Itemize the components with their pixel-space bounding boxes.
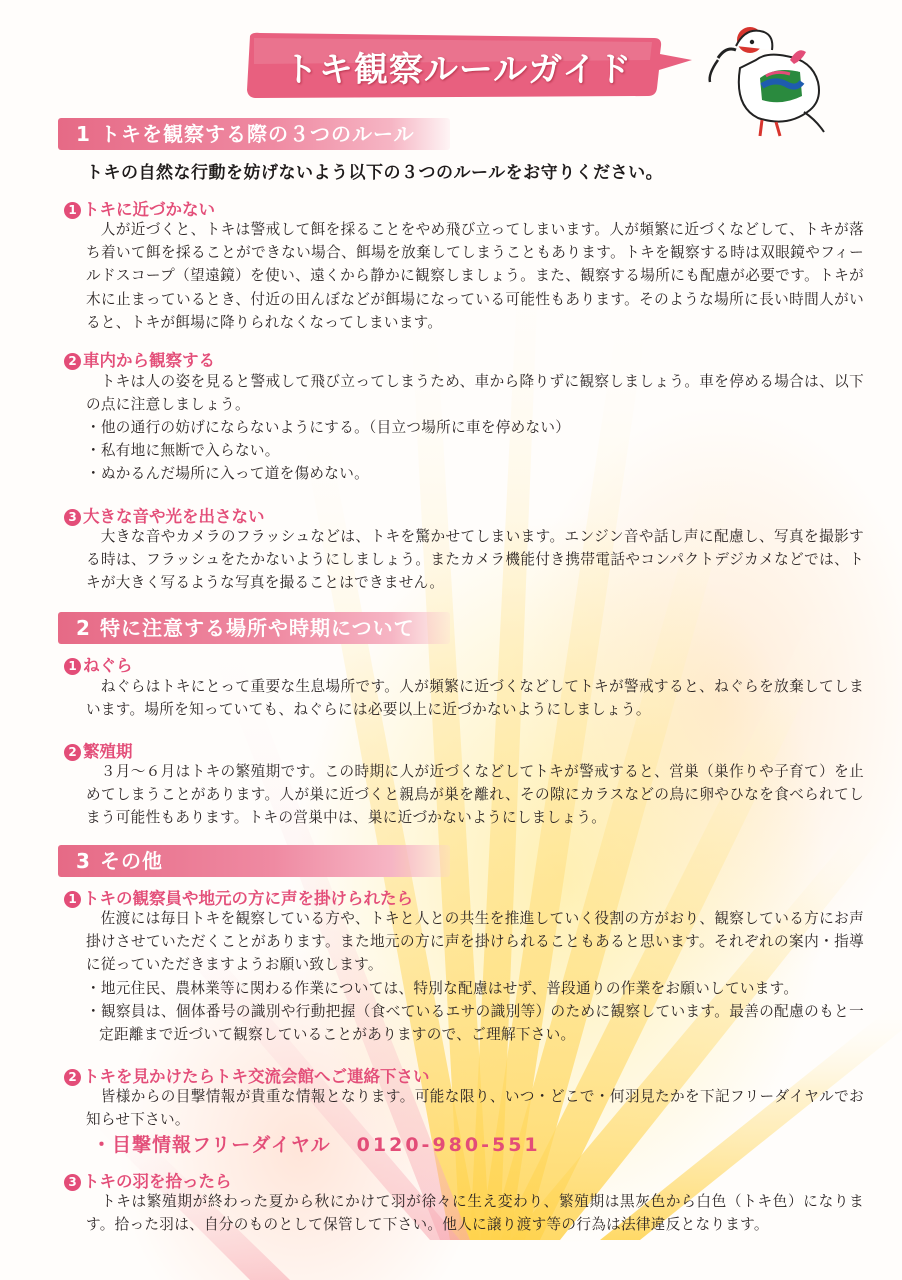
list-item: ・ぬかるんだ場所に入って道を傷めない。 (86, 465, 369, 482)
rule-body (86, 907, 864, 977)
section-number: 2 (76, 616, 90, 640)
rule-heading (64, 347, 215, 371)
rule-title: トキに近づかない (83, 200, 215, 219)
rule-text: トキは繁殖期が終わった夏から秋にかけて羽が徐々に生え変わり、繁殖期は黒灰色から白色（トキ色）になります。拾った羽は、自分のものとして保管して下さい。他人に譲り渡す等の行為は法律違反となります。 (86, 1193, 864, 1234)
rule-number: 1 (64, 202, 81, 219)
rule-body (86, 675, 864, 721)
rule-title: トキの羽を拾ったら (83, 1172, 232, 1191)
rule-body (86, 525, 864, 595)
rule-text: 皆様からの目撃情報が貴重な情報となります。可能な限り、いつ・どこで・何羽見たかを下記フリーダイヤルでお知らせ下さい。 (86, 1088, 864, 1129)
rule-body (86, 218, 864, 334)
section-number: 3 (76, 849, 90, 873)
rule-text: 大きな音やカメラのフラッシュなどは、トキを驚かせてしまいます。エンジン音や話し声に配慮し、写真を撮影する時は、フラッシュをたかないようにしましょう。またカメラ機能付き携帯電話やコンパクトデジカメなどでは、トキが大きく写るような写真を撮ることはできません。 (86, 528, 864, 592)
section-label: トキを観察する際の３つのルール (100, 122, 415, 146)
section-lead: トキの自然な行動を妨げないよう以下の３つのルールをお守りください。 (86, 163, 664, 183)
rule-title: ねぐら (83, 656, 133, 675)
rule-body (86, 760, 864, 830)
section-number: 1 (76, 122, 90, 146)
rule-heading (64, 503, 265, 527)
rule-number: 2 (64, 1069, 81, 1086)
hotline-number[interactable]: 0120-980-551 (356, 1134, 541, 1156)
list-item: ・私有地に無断で入らない。 (86, 442, 280, 459)
rule-title: トキの観察員や地元の方に声を掛けられたら (83, 889, 413, 908)
rule-number: 2 (64, 744, 81, 761)
rule-title: トキを見かけたらトキ交流会館へご連絡下さい (83, 1067, 430, 1086)
title-banner (240, 30, 692, 100)
rule-heading (64, 738, 133, 762)
rule-heading (64, 1063, 430, 1087)
list-item: ・地元住民、農林業等に関わる作業については、特別な配慮はせず、普段通りの作業をお願いしています。 (86, 980, 799, 997)
rule-heading (64, 1168, 232, 1192)
hotline-label: ・目撃情報フリーダイヤル (92, 1134, 331, 1156)
page-title: トキ観察ルールガイド (283, 50, 633, 90)
rule-number: 3 (64, 509, 81, 526)
list-item: ・観察員は、個体番号の識別や行動把握（食べているエサの識別等）のために観察しています。最善の配慮のもと一定距離まで近づいて観察していることがありますので、ご理解下さい。 (86, 1003, 864, 1044)
rule-number: 1 (64, 891, 81, 908)
section-label: その他 (100, 849, 163, 873)
rule-text: 佐渡には毎日トキを観察している方や、トキと人との共生を推進していく役割の方がおり、観察している方にお声掛けさせていただくことがあります。また地元の方に声を掛けられることもあると思います。それぞれの案内・指導に従っていただきますようお願い致します。 (86, 910, 864, 974)
rule-number: 3 (64, 1174, 81, 1191)
rule-number: 1 (64, 658, 81, 675)
rule-title: 車内から観察する (83, 351, 215, 370)
rule-heading (64, 196, 215, 220)
section-label: 特に注意する場所や時期について (100, 616, 415, 640)
rule-body (86, 370, 864, 416)
section-header-other (58, 845, 450, 877)
rule-heading (64, 885, 413, 909)
rule-text: 人が近づくと、トキは警戒して餌を採ることをやめ飛び立ってしまいます。人が頻繁に近づくなどして、トキが落ち着いて餌を採ることができない場合、餌場を放棄してしまうこともあります。トキを観察する時は双眼鏡やフィールドスコープ（望遠鏡）を使い、遠くから静かに観察しましょう。また、観察する場所にも配慮が必要です。トキが木に止まっているとき、付近の田んぼなどが餌場になっている可能性もあります。そのような場所に長い時間人がいると、トキが餌場に降りられなくなってしまいます。 (86, 221, 864, 331)
hotline (92, 1130, 541, 1157)
rule-title: 大きな音や光を出さない (83, 507, 265, 526)
list-item: ・他の通行の妨げにならないようにする。（目立つ場所に車を停めない） (86, 419, 571, 436)
rule-body (86, 1085, 864, 1131)
rule-heading (64, 652, 133, 676)
toki-mascot-icon (706, 16, 828, 138)
section-header-rules (58, 118, 450, 150)
rule-text: ３月〜６月はトキの繁殖期です。この時期に人が近づくなどしてトキが警戒すると、営巣（巣作りや子育て）を止めてしまうことがあります。人が巣に近づくと親鳥が巣を離れ、その隙にカラスなどの鳥に卵やひなを食べられてしまう可能性もあります。トキの営巣中は、巣に近づかないようにしましょう。 (86, 763, 864, 827)
section-header-cautions (58, 612, 450, 644)
rule-title: 繁殖期 (83, 742, 133, 761)
rule-text: ねぐらはトキにとって重要な生息場所です。人が頻繁に近づくなどしてトキが警戒すると、ねぐらを放棄してしまいます。場所を知っていても、ねぐらには必要以上に近づかないようにしましょう。 (86, 678, 864, 719)
rule-number: 2 (64, 353, 81, 370)
rule-text: トキは人の姿を見ると警戒して飛び立ってしまうため、車から降りずに観察しましょう。車を停める場合は、以下の点に注意しましょう。 (86, 373, 864, 414)
rule-body (86, 1190, 864, 1236)
